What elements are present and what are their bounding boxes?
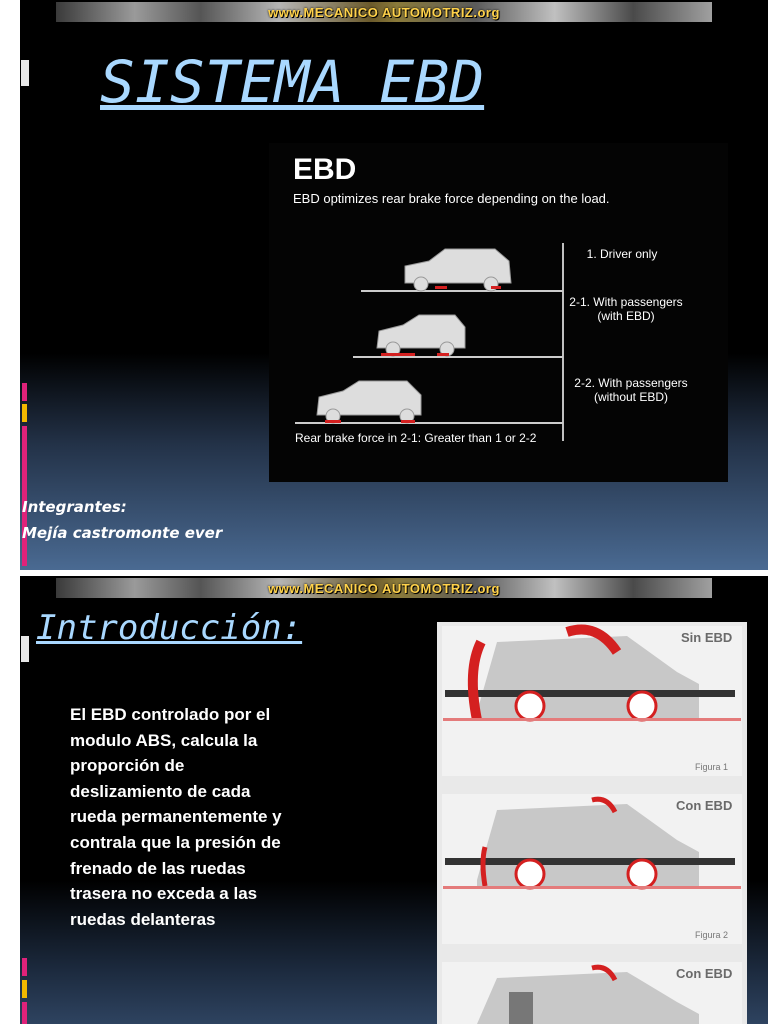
diagram-footer: Rear brake force in 2-1: Greater than 1 or 2-2: [295, 431, 537, 445]
diagram-label-2: 2-1. With passengers (with EBD): [569, 295, 683, 323]
accent-bar-long-2: [22, 1002, 27, 1024]
slide-title-2: Introducción:: [36, 608, 303, 648]
members-label: Integrantes:: [22, 498, 127, 516]
ebd-diagram: [269, 143, 728, 482]
intro-paragraph: El EBD controlado por el modulo ABS, calcula la proporción de deslizamiento de cada rueda permanentemente y contrala que la presión de frenado de las ruedas trasera no exceda a las ruedas delanteras: [70, 705, 282, 929]
accent-bar-yellow: [22, 404, 27, 422]
diagram-subtitle: EBD optimizes rear brake force depending on the load.: [293, 191, 610, 206]
page-edge: [0, 0, 20, 1024]
banner-top-2: www.MECANICO AUTOMOTRIZ.org: [56, 578, 712, 598]
diagram-label-1: 1. Driver only: [586, 247, 658, 261]
slide-title: SISTEMA EBD: [100, 48, 485, 116]
banner-top: www.MECANICO AUTOMOTRIZ.org: [56, 2, 712, 22]
figure-label-3: Con EBD: [676, 966, 733, 981]
accent-bar-pink-2: [22, 958, 27, 976]
figure-caption-1: Figura 1: [695, 762, 729, 772]
figure-caption-2: Figura 2: [695, 930, 729, 940]
accent-bar-yellow-2: [22, 980, 27, 998]
member-name: Mejía castromonte ever: [22, 524, 223, 542]
figure-label-2: Con EBD: [676, 798, 733, 813]
figure-illustrations: [437, 622, 747, 1024]
accent-bar-pink: [22, 383, 27, 401]
figure-panel: [437, 622, 747, 1024]
diagram-label-3: 2-2. With passengers (without EBD): [574, 376, 688, 404]
diagram-heading: EBD: [293, 153, 357, 186]
figure-label-1: Sin EBD: [681, 630, 733, 645]
accent-bar-long: [22, 426, 27, 566]
